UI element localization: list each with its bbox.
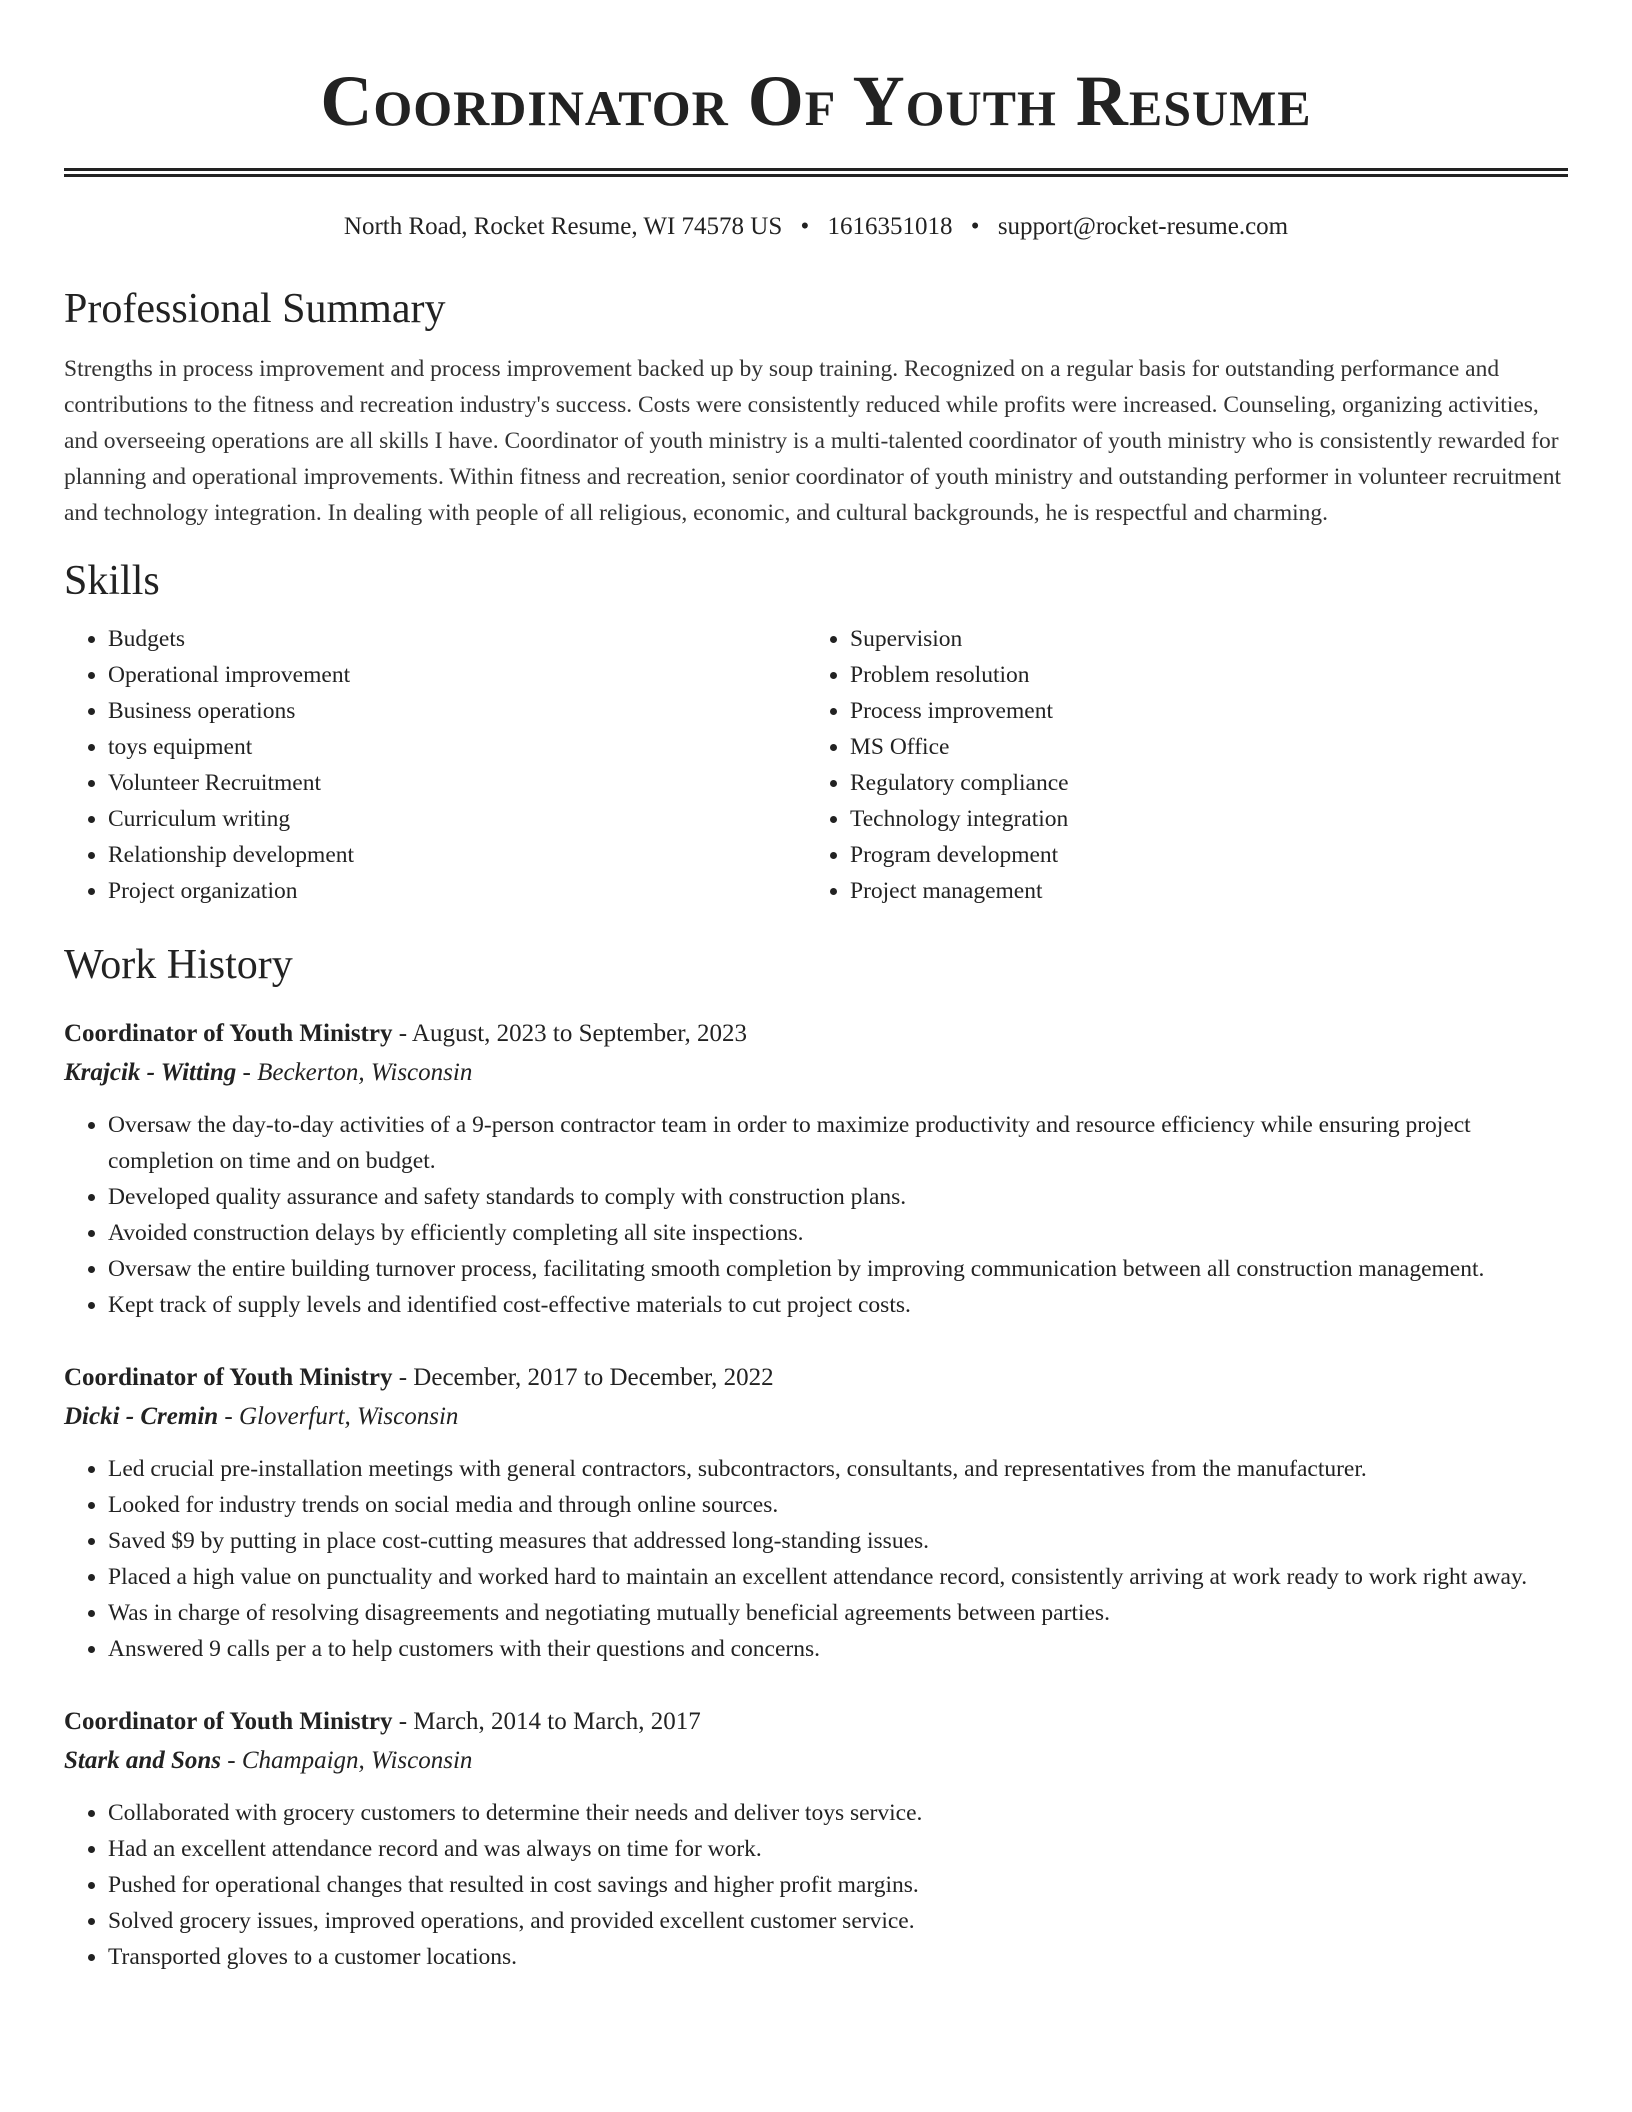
skill-item: • Operational improvement [108,657,806,693]
skill-item: • Business operations [108,693,806,729]
skill-item: • Problem resolution [850,657,1548,693]
skill-item: • Project management [850,873,1548,909]
job-bullet: • Oversaw the entire building turnover process, facilitating smooth completion by improving communication between all construction management. [108,1251,1568,1287]
skill-item: • Supervision [850,621,1548,657]
skill-item: • Budgets [108,621,806,657]
job-company: Dicki - Cremin [64,1403,219,1430]
job-entry [64,1015,1568,1323]
skill-item: • Technology integration [850,801,1548,837]
job-bullet: • Collaborated with grocery customers to determine their needs and deliver toys service. [108,1795,1568,1831]
job-bullet: • Placed a high value on punctuality and worked hard to maintain an excellent attendance record, consistently arriving at work ready to work right away. [108,1559,1568,1595]
job-dates: - December, 2017 to December, 2022 [392,1364,774,1391]
job-location: - Gloverfurt, Wisconsin [218,1403,459,1430]
job-bullet: • Looked for industry trends on social media and through online sources. [108,1487,1568,1523]
summary-heading: Professional Summary [64,286,446,332]
job-dates: - August, 2023 to September, 2023 [392,1020,748,1047]
contact-info [64,211,1568,243]
job-dates: - March, 2014 to March, 2017 [392,1708,701,1735]
job-bullet: • Saved $9 by putting in place cost-cutting measures that addressed long-standing issues. [108,1523,1568,1559]
skills-heading: Skills [64,558,160,604]
job-bullet: • Pushed for operational changes that resulted in cost savings and higher profit margins. [108,1867,1568,1903]
work-history-heading: Work History [64,942,293,988]
job-entry [64,1703,1568,1975]
job-bullet: • Was in charge of resolving disagreements and negotiating mutually beneficial agreements between parties. [108,1595,1568,1631]
job-company-line [64,1741,1568,1781]
skill-item: • toys equipment [108,729,806,765]
job-location: - Beckerton, Wisconsin [236,1059,473,1086]
job-bullets [64,1107,1568,1323]
job-location: - Champaign, Wisconsin [221,1747,473,1774]
skills-column-left [64,621,806,909]
job-title-line [64,1015,1568,1053]
contact-address: North Road, Rocket Resume, WI 74578 US [343,213,783,240]
title-divider [64,168,1568,177]
skill-item: • Regulatory compliance [850,765,1548,801]
skill-item: • Program development [850,837,1548,873]
job-bullet: • Transported gloves to a customer locations. [108,1939,1568,1975]
contact-phone[interactable]: 1616351018 [827,213,953,240]
contact-separator: • [970,213,980,240]
job-bullet: • Led crucial pre-installation meetings with general contractors, subcontractors, consultants, and representatives from the manufacturer. [108,1451,1568,1487]
skills-list [64,621,1568,909]
job-bullet: • Oversaw the day-to-day activities of a 9-person contractor team in order to maximize productivity and resource efficiency while ensuring project completion on time and on budget. [108,1107,1568,1179]
job-title: Coordinator of Youth Ministry [64,1020,393,1047]
job-title: Coordinator of Youth Ministry [64,1364,393,1391]
skill-item: • Process improvement [850,693,1548,729]
skill-item: • Volunteer Recruitment [108,765,806,801]
resume-title: Coordinator Of Youth Resume [320,61,1312,141]
skill-item: • MS Office [850,729,1548,765]
job-title-line [64,1703,1568,1741]
job-bullet: • Avoided construction delays by efficiently completing all site inspections. [108,1215,1568,1251]
job-bullet: • Answered 9 calls per a to help customers with their questions and concerns. [108,1631,1568,1667]
job-bullet: • Had an excellent attendance record and was always on time for work. [108,1831,1568,1867]
skills-column-right [806,621,1548,909]
job-title-line [64,1359,1568,1397]
summary-text: Strengths in process improvement and process improvement backed up by soup training. Recognized on a regular basis for outstanding performance and contributions to the fitness and recreation industry's success. Costs were consistently reduced while profits were increased. Counseling, organizing activities, and overseeing operations are all skills I have. Coordinator of youth ministry is a multi-talented coordinator of youth ministry who is consistently rewarded for planning and operational improvements. Within fitness and recreation, senior coordinator of youth ministry and outstanding performer in volunteer recruitment and technology integration. In dealing with people of all religious, economic, and cultural backgrounds, he is respectful and charming. [64,356,1562,526]
job-company: Stark and Sons [64,1747,222,1774]
skill-item: • Relationship development [108,837,806,873]
contact-separator: • [800,213,810,240]
skill-item: • Project organization [108,873,806,909]
job-company-line [64,1397,1568,1437]
job-bullets [64,1795,1568,1975]
job-company-line [64,1053,1568,1093]
job-bullets [64,1451,1568,1667]
job-title: Coordinator of Youth Ministry [64,1708,393,1735]
skill-item: • Curriculum writing [108,801,806,837]
job-company: Krajcik - Witting [64,1059,237,1086]
job-bullet: • Developed quality assurance and safety standards to comply with construction plans. [108,1179,1568,1215]
contact-email[interactable]: support@rocket-resume.com [997,213,1289,240]
job-bullet: • Solved grocery issues, improved operations, and provided excellent customer service. [108,1903,1568,1939]
job-bullet: • Kept track of supply levels and identified cost-effective materials to cut project costs. [108,1287,1568,1323]
job-entry [64,1359,1568,1667]
